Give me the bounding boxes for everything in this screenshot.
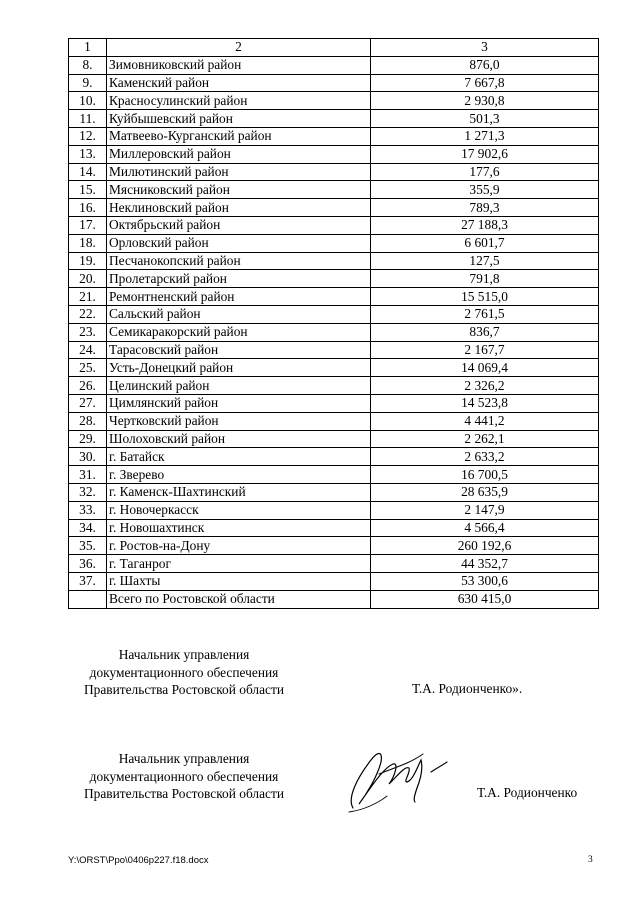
- table-row: [69, 270, 599, 288]
- row-value: 4 441,2: [371, 412, 599, 430]
- row-territory: Песчанокопский район: [107, 252, 371, 270]
- row-territory: Красносулинский район: [107, 92, 371, 110]
- row-value: 791,8: [371, 270, 599, 288]
- row-value: 14 069,4: [371, 359, 599, 377]
- table-row: [69, 216, 599, 234]
- row-value: 44 352,7: [371, 555, 599, 573]
- signature-2-line-3: Правительства Ростовской области: [83, 786, 285, 801]
- row-value: 14 523,8: [371, 394, 599, 412]
- table-row: [69, 448, 599, 466]
- table-row: [69, 572, 599, 590]
- row-number: 33.: [69, 501, 107, 519]
- row-value: 2 326,2: [371, 377, 599, 395]
- table-row: [69, 377, 599, 395]
- row-value: 1 271,3: [371, 127, 599, 145]
- row-value: 2 761,5: [371, 305, 599, 323]
- row-territory: Сальский район: [107, 305, 371, 323]
- total-number: [69, 590, 107, 608]
- row-number: 32.: [69, 483, 107, 501]
- row-territory: Пролетарский район: [107, 270, 371, 288]
- row-value: 17 902,6: [371, 145, 599, 163]
- row-number: 15.: [69, 181, 107, 199]
- table-row: [69, 74, 599, 92]
- signature-1-line-2: документационного обеспечения: [89, 664, 279, 680]
- row-territory: Октябрьский район: [107, 216, 371, 234]
- row-value: 836,7: [371, 323, 599, 341]
- row-value: 27 188,3: [371, 216, 599, 234]
- row-value: 6 601,7: [371, 234, 599, 252]
- row-value: 53 300,6: [371, 572, 599, 590]
- row-value: 2 167,7: [371, 341, 599, 359]
- row-number: 37.: [69, 572, 107, 590]
- row-value: 177,6: [371, 163, 599, 181]
- row-value: 15 515,0: [371, 288, 599, 306]
- row-number: 20.: [69, 270, 107, 288]
- row-number: 9.: [69, 74, 107, 92]
- signature-1-line-1: Начальник управления: [118, 647, 250, 662]
- row-territory: Миллеровский район: [107, 145, 371, 163]
- row-value: 876,0: [371, 56, 599, 74]
- row-territory: Усть-Донецкий район: [107, 359, 371, 377]
- row-number: 17.: [69, 216, 107, 234]
- table-row: [69, 163, 599, 181]
- table-row: [69, 466, 599, 484]
- row-number: 14.: [69, 163, 107, 181]
- row-territory: г. Шахты: [107, 572, 371, 590]
- row-number: 24.: [69, 341, 107, 359]
- row-value: 4 566,4: [371, 519, 599, 537]
- table-row: [69, 359, 599, 377]
- row-number: 13.: [69, 145, 107, 163]
- row-value: 2 262,1: [371, 430, 599, 448]
- table-row: [69, 199, 599, 217]
- table-row: [69, 56, 599, 74]
- table-total-row: [69, 590, 599, 608]
- row-territory: Каменский район: [107, 74, 371, 92]
- row-number: 12.: [69, 127, 107, 145]
- row-value: 789,3: [371, 199, 599, 217]
- row-territory: г. Таганрог: [107, 555, 371, 573]
- row-number: 28.: [69, 412, 107, 430]
- row-territory: Ремонтненский район: [107, 288, 371, 306]
- row-number: 8.: [69, 56, 107, 74]
- row-territory: Орловский район: [107, 234, 371, 252]
- row-territory: Зимовниковский район: [107, 56, 371, 74]
- row-territory: Мясниковский район: [107, 181, 371, 199]
- table-row: [69, 110, 599, 128]
- row-territory: Цимлянский район: [107, 394, 371, 412]
- table-row: [69, 288, 599, 306]
- row-value: 2 633,2: [371, 448, 599, 466]
- row-territory: г. Ростов-на-Дону: [107, 537, 371, 555]
- table-row: [69, 537, 599, 555]
- row-territory: Семикаракорский район: [107, 323, 371, 341]
- table-row: [69, 501, 599, 519]
- row-territory: г. Зверево: [107, 466, 371, 484]
- table-row: [69, 412, 599, 430]
- row-number: 11.: [69, 110, 107, 128]
- row-number: 10.: [69, 92, 107, 110]
- signature-1-name: Т.А. Родионченко».: [412, 681, 523, 696]
- signature-block-2: [68, 750, 300, 803]
- signature-1-line-3: Правительства Ростовской области: [83, 682, 285, 697]
- row-territory: г. Каменск-Шахтинский: [107, 483, 371, 501]
- row-territory: Неклиновский район: [107, 199, 371, 217]
- row-number: 19.: [69, 252, 107, 270]
- total-value: 630 415,0: [371, 590, 599, 608]
- row-value: 7 667,8: [371, 74, 599, 92]
- signature-2-line-2: документационного обеспечения: [89, 768, 279, 784]
- row-territory: Милютинский район: [107, 163, 371, 181]
- table-row: [69, 127, 599, 145]
- table-row: [69, 323, 599, 341]
- signature-2-name: Т.А. Родионченко: [477, 785, 578, 800]
- table-row: [69, 519, 599, 537]
- table-header-row: [69, 39, 599, 57]
- table-row: [69, 92, 599, 110]
- row-territory: г. Батайск: [107, 448, 371, 466]
- table-row: [69, 305, 599, 323]
- row-territory: Целинский район: [107, 377, 371, 395]
- total-label: Всего по Ростовской области: [107, 590, 371, 608]
- row-value: 127,5: [371, 252, 599, 270]
- row-number: 22.: [69, 305, 107, 323]
- row-number: 16.: [69, 199, 107, 217]
- signature-2-line-1: Начальник управления: [118, 751, 250, 766]
- row-territory: Матвеево-Курганский район: [107, 127, 371, 145]
- row-number: 34.: [69, 519, 107, 537]
- table-row: [69, 555, 599, 573]
- table-row: [69, 181, 599, 199]
- row-value: 355,9: [371, 181, 599, 199]
- row-value: 501,3: [371, 110, 599, 128]
- row-value: 28 635,9: [371, 483, 599, 501]
- signature-block-1: [68, 646, 300, 699]
- header-col-3: 3: [371, 39, 599, 57]
- table-row: [69, 252, 599, 270]
- row-value: 260 192,6: [371, 537, 599, 555]
- table-body: [69, 39, 599, 609]
- row-number: 29.: [69, 430, 107, 448]
- row-number: 25.: [69, 359, 107, 377]
- row-number: 23.: [69, 323, 107, 341]
- row-territory: г. Новошахтинск: [107, 519, 371, 537]
- row-number: 30.: [69, 448, 107, 466]
- table-row: [69, 483, 599, 501]
- table-row: [69, 394, 599, 412]
- row-number: 27.: [69, 394, 107, 412]
- footer-page-number: 3: [588, 855, 593, 865]
- row-number: 36.: [69, 555, 107, 573]
- row-number: 26.: [69, 377, 107, 395]
- row-value: 2 147,9: [371, 501, 599, 519]
- row-value: 16 700,5: [371, 466, 599, 484]
- row-value: 2 930,8: [371, 92, 599, 110]
- row-number: 35.: [69, 537, 107, 555]
- row-number: 18.: [69, 234, 107, 252]
- table-row: [69, 234, 599, 252]
- table-row: [69, 341, 599, 359]
- table-row: [69, 430, 599, 448]
- row-territory: Тарасовский район: [107, 341, 371, 359]
- handwritten-signature: [343, 738, 453, 818]
- header-col-1: 1: [69, 39, 107, 57]
- row-number: 31.: [69, 466, 107, 484]
- table-row: [69, 145, 599, 163]
- row-territory: Чертковский район: [107, 412, 371, 430]
- header-col-2: 2: [107, 39, 371, 57]
- footer-file-path: Y:\ORST\Ppo\0406p227.f18.docx: [68, 855, 209, 866]
- row-territory: Шолоховский район: [107, 430, 371, 448]
- row-territory: Куйбышевский район: [107, 110, 371, 128]
- data-table: [68, 38, 599, 609]
- row-number: 21.: [69, 288, 107, 306]
- row-territory: г. Новочеркасск: [107, 501, 371, 519]
